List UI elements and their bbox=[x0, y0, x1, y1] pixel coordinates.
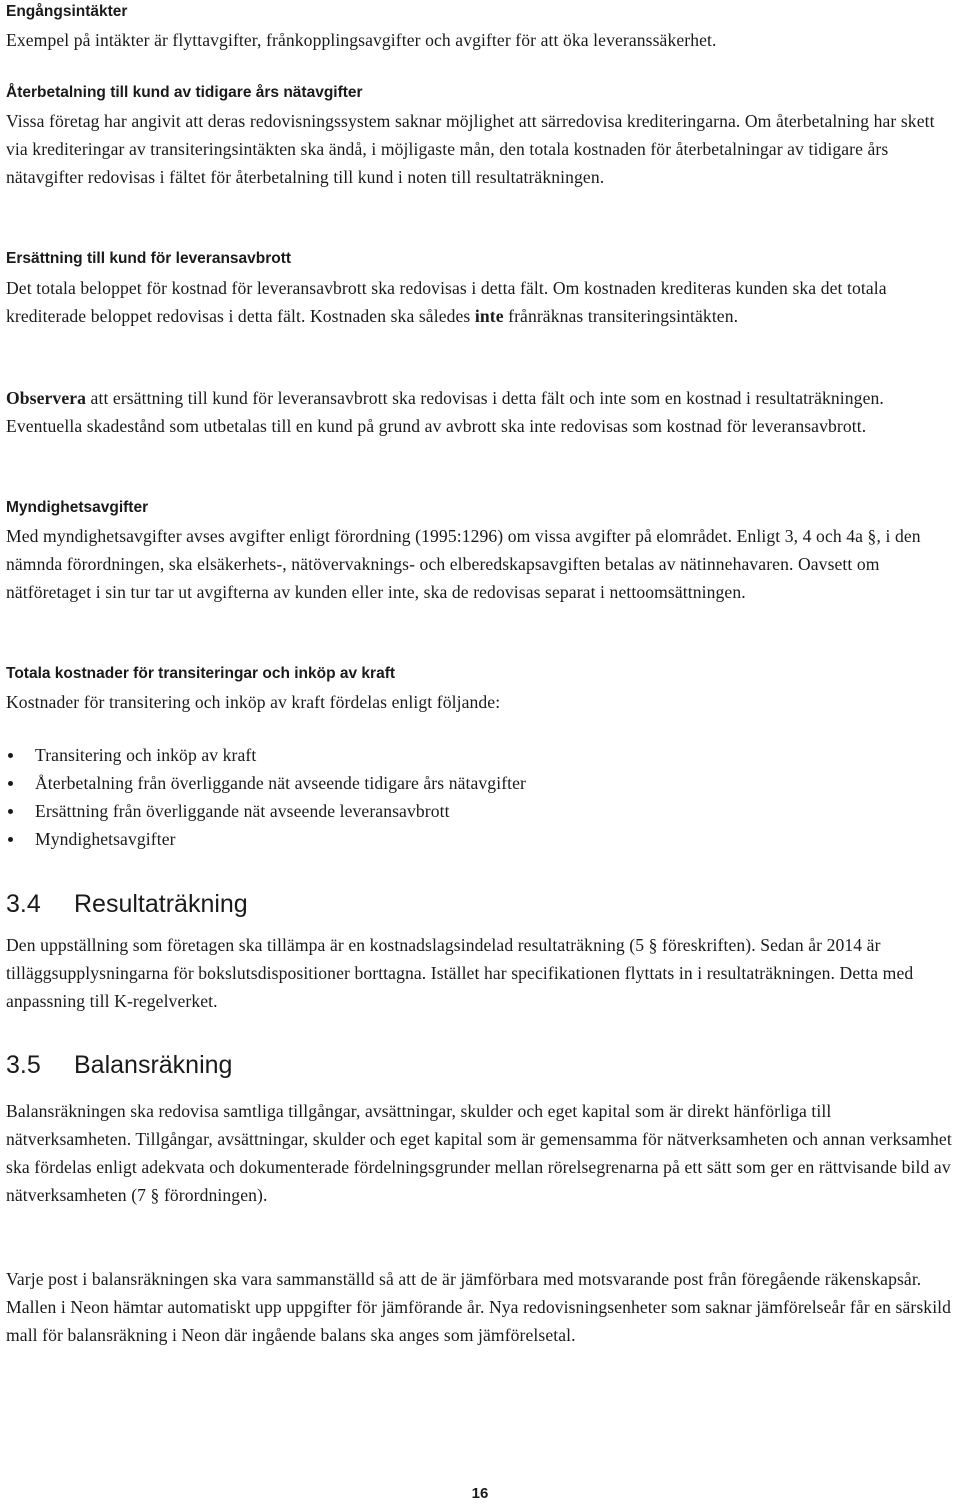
bullet-icon bbox=[8, 753, 13, 758]
paragraph-ersattning-1: Det totala beloppet för kostnad för leveransavbrott ska redovisas i detta fält. Om kostnaden krediteras kunden ska det totala krediterade beloppet redovisas i detta fält. Kostnaden ska således inte frånräknas transiteringsintäkten. bbox=[6, 278, 887, 326]
section-heading-balansrakning: 3.5 Balansräkning bbox=[6, 1051, 233, 1079]
heading-totala-kostnader: Totala kostnader för transiteringar och inköp av kraft bbox=[6, 665, 396, 682]
bullet-icon bbox=[8, 781, 13, 786]
heading-myndighetsavgifter: Myndighetsavgifter bbox=[6, 499, 149, 516]
section-heading-resultatrakning: 3.4 Resultaträkning bbox=[6, 890, 248, 918]
paragraph-engangsintakter: Exempel på intäkter är flyttavgifter, frånkopplingsavgifter och avgifter för att öka leveranssäkerhet. bbox=[6, 30, 717, 50]
bullet-list bbox=[6, 741, 906, 853]
paragraph-aterbetalning: Vissa företag har angivit att deras redovisningssystem saknar möjlighet att särredovisa krediteringarna. Om återbetalning har skett via krediteringar av transiteringsintäkten ska ändå, i möjligaste mån, den totala kostnaden för återbetalningar av tidigare års nätavgifter redovisas i fältet för återbetalning till kund i noten till resultaträkningen. bbox=[6, 111, 935, 187]
list-item: Myndighetsavgifter bbox=[6, 825, 906, 853]
paragraph-ersattning-2: Observera att ersättning till kund för leveransavbrott ska redovisas i detta fält och inte som en kostnad i resultaträkningen. Eventuella skadestånd som utbetalas till en kund på grund av avbrott ska inte redovisas som kostnad för leveransavbrott. bbox=[6, 388, 884, 436]
bullet-icon bbox=[8, 809, 13, 814]
list-item: Återbetalning från överliggande nät avseende tidigare års nätavgifter bbox=[6, 769, 906, 797]
bullet-icon bbox=[8, 837, 13, 842]
paragraph-myndighetsavgifter: Med myndighetsavgifter avses avgifter enligt förordning (1995:1296) om vissa avgifter på elområdet. Enligt 3, 4 och 4a §, i den nämnda förordningen, ska elsäkerhets-, nätövervaknings- och elberedskapsavgiften betalas av nätinnehavaren. Oavsett om nätföretaget i sin tur tar ut avgifterna av kunden eller inte, ska de redovisas separat i nettoomsättningen. bbox=[6, 526, 921, 602]
paragraph-balansrakning-2: Varje post i balansräkningen ska vara sammanställd så att de är jämförbara med motsvarande post från föregående räkenskapsår. Mallen i Neon hämtar automatiskt upp uppgifter för jämförande år. Nya redovisningsenheter som saknar jämförelseår får en särskild mall för balansräkning i Neon där ingående balans ska anges som jämförelsetal. bbox=[6, 1269, 952, 1345]
page-number: 16 bbox=[471, 1485, 489, 1502]
heading-engangsintakter: Engångsintäkter bbox=[6, 3, 128, 20]
list-item: Transitering och inköp av kraft bbox=[6, 741, 906, 769]
paragraph-totala-kostnader: Kostnader för transitering och inköp av kraft fördelas enligt följande: bbox=[6, 692, 501, 712]
paragraph-balansrakning-1: Balansräkningen ska redovisa samtliga tillgångar, avsättningar, skulder och eget kapital som är direkt hänförliga till nätverksamheten. Tillgångar, avsättningar, skulder och eget kapital som är gemensamma för nätverksamheten och annan verksamhet ska fördelas enligt adekvata och dokumenterade fördelningsgrunder mellan rörelsegrenarna på ett sätt som ger en rättvisande bild av nätverksamheten (7 § förordningen). bbox=[6, 1101, 952, 1205]
list-item: Ersättning från överliggande nät avseende leveransavbrott bbox=[6, 797, 906, 825]
heading-aterbetalning: Återbetalning till kund av tidigare års nätavgifter bbox=[6, 84, 363, 101]
heading-ersattning: Ersättning till kund för leveransavbrott bbox=[6, 250, 292, 267]
paragraph-resultatrakning: Den uppställning som företagen ska tillämpa är en kostnadslagsindelad resultaträkning (5 § föreskriften). Sedan år 2014 är tilläggsupplysningarna för bokslutsdispositioner borttagna. Istället har specifikationen flyttats in i resultaträkningen. Detta med anpassning till K-regelverket. bbox=[6, 935, 914, 1011]
